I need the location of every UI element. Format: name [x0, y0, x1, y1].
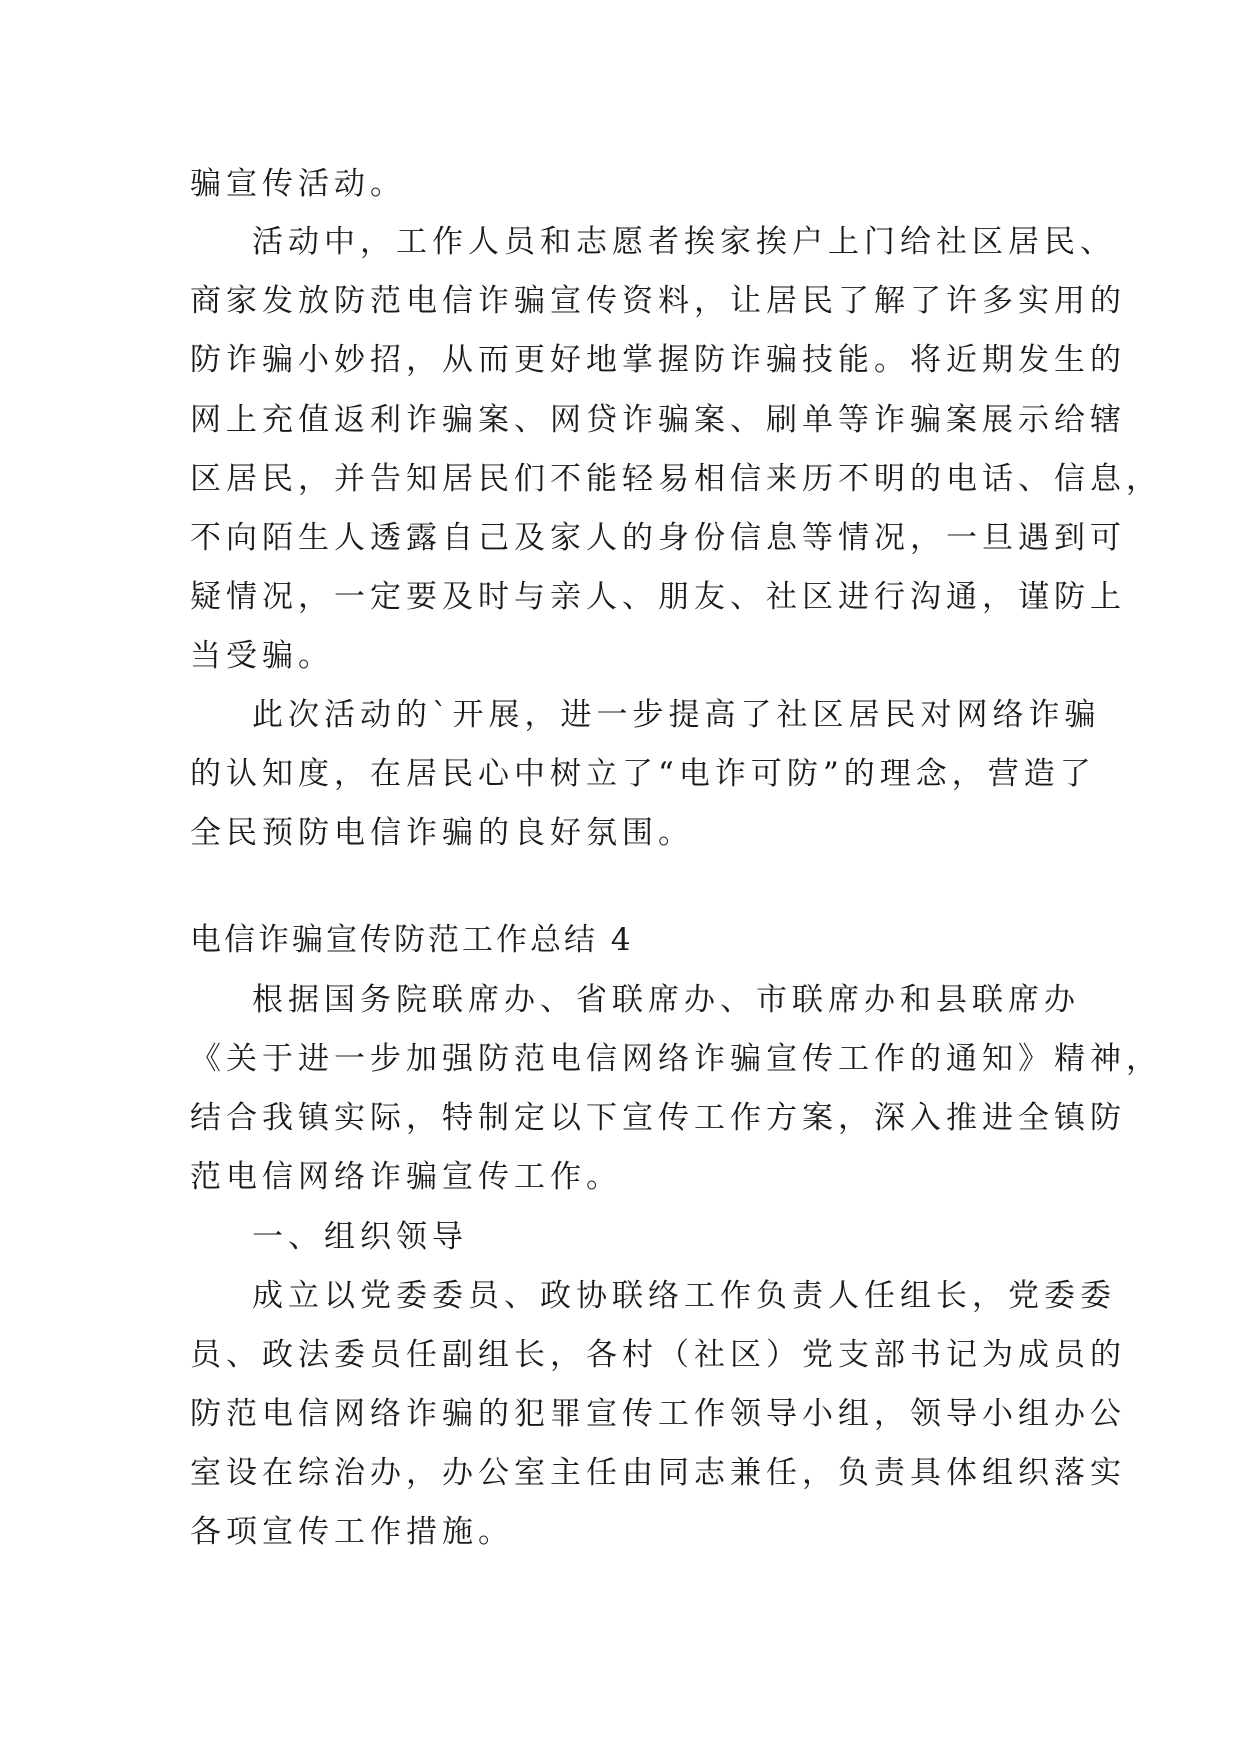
- text-line: 《关于进一步加强防范电信网络诈骗宣传工作的通知》精神，: [190, 1041, 1162, 1077]
- text-line: 结合我镇实际，特制定以下宣传工作方案，深入推进全镇防: [190, 1100, 1126, 1136]
- text-line: 的认知度，在居民心中树立了“电诈可防”的理念，营造了: [190, 756, 1096, 792]
- text-line: 员、政法委员任副组长，各村（社区）党支部书记为成员的: [190, 1337, 1126, 1373]
- text-line: 室设在综治办，办公室主任由同志兼任，负责具体组织落实: [190, 1455, 1126, 1491]
- text-line: 网上充值返利诈骗案、网贷诈骗案、刷单等诈骗案展示给辖: [190, 402, 1126, 438]
- section-heading: 电信诈骗宣传防范工作总结 4: [190, 922, 634, 958]
- paragraph-start: 成立以党委委员、政协联络工作负责人任组长，党委委: [252, 1278, 1116, 1314]
- paragraph-start: 此次活动的`开展，进一步提高了社区居民对网络诈骗: [252, 697, 1101, 733]
- text-line: 不向陌生人透露自己及家人的身份信息等情况，一旦遇到可: [190, 520, 1126, 556]
- text-line: 疑情况，一定要及时与亲人、朋友、社区进行沟通，谨防上: [190, 579, 1126, 615]
- text-line: 骗宣传活动。: [190, 166, 406, 202]
- text-line: 当受骗。: [190, 638, 334, 674]
- text-line: 区居民，并告知居民们不能轻易相信来历不明的电话、信息，: [190, 461, 1162, 497]
- text-line: 全民预防电信诈骗的良好氛围。: [190, 815, 694, 851]
- paragraph-start: 活动中，工作人员和志愿者挨家挨户上门给社区居民、: [252, 224, 1116, 260]
- paragraph-start: 根据国务院联席办、省联席办、市联席办和县联席办: [252, 982, 1080, 1018]
- text-line: 防诈骗小妙招，从而更好地掌握防诈骗技能。将近期发生的: [190, 342, 1126, 378]
- text-line: 各项宣传工作措施。: [190, 1514, 514, 1550]
- text-line: 商家发放防范电信诈骗宣传资料，让居民了解了许多实用的: [190, 283, 1126, 319]
- text-line: 防范电信网络诈骗的犯罪宣传工作领导小组，领导小组办公: [190, 1396, 1126, 1432]
- subheading: 一、组织领导: [252, 1219, 468, 1255]
- text-line: 范电信网络诈骗宣传工作。: [190, 1159, 622, 1195]
